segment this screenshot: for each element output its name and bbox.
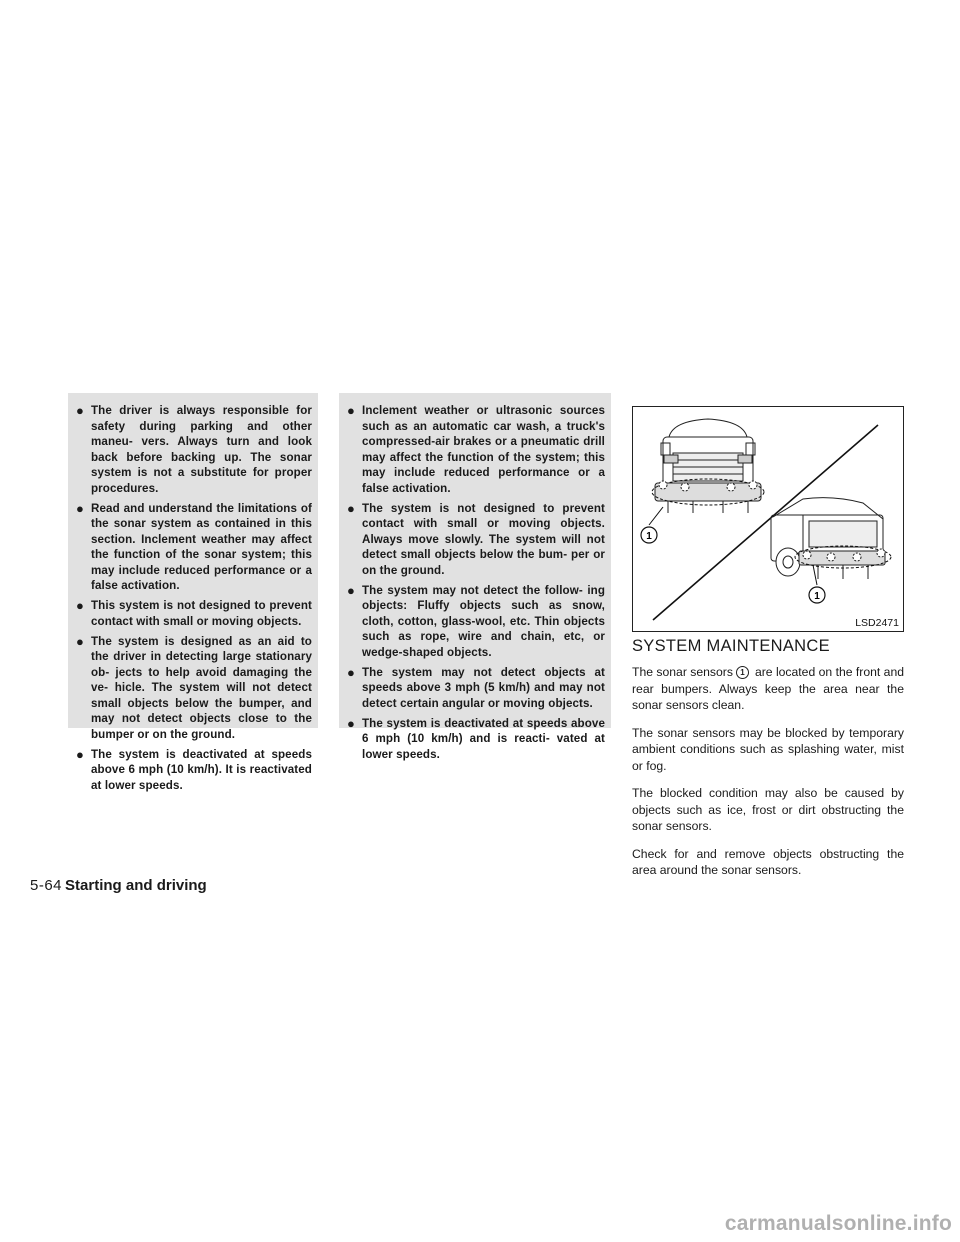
- sensor-icon: [659, 481, 667, 489]
- bullet-icon: ●: [76, 403, 84, 418]
- sensor-icon: [681, 483, 689, 491]
- sensor-icon: [827, 553, 835, 561]
- list-item: ● The system is deactivated at speeds above 6 mph (10 km/h). It is reactivated at lower speeds.: [76, 746, 312, 792]
- sensor-icon: [853, 553, 861, 561]
- list-item: ● The system may not detect the follow- ing objects: Fluffy objects such as snow, cloth, cotton, glass-wool, etc. Thin objects such as rope, wire and chain, etc, or wedge-shaped objects.: [347, 582, 605, 659]
- bullet-icon: ●: [347, 715, 355, 731]
- list-item: ● This system is not designed to prevent contact with small or moving objects.: [76, 598, 312, 628]
- list-item: ● The system may not detect objects at speeds above 3 mph (5 km/h) and may not detect certain angular or moving objects.: [347, 664, 605, 710]
- warning-panel-left: [68, 393, 318, 792]
- list-item: ● The system is not designed to prevent contact with small or moving objects. Always move slowly. The system will not detect small objects below the bum- per or on the ground.: [347, 500, 605, 577]
- list-item: ● Read and understand the limitations of the sonar system as contained in this section. Inclement weather may affect the function of the sonar system; this may include reduced performance or a false activation.: [76, 500, 312, 592]
- warning-list-left: [68, 393, 318, 793]
- paragraph: The sonar sensors 1 are located on the front and rear bumpers. Always keep the area near the sonar sensors clean.: [632, 665, 905, 712]
- bullet-icon: ●: [76, 598, 84, 613]
- warning-panel-middle: [339, 393, 611, 761]
- page-number: 5-64: [30, 877, 63, 894]
- sonar-sensor-figure: [632, 406, 904, 632]
- callout-circle-icon: 1: [736, 666, 749, 679]
- list-item: ● The system is designed as an aid to the driver in detecting large stationary ob- jects to help avoid damaging the ve- hicle. The system will not detect small objects below the bumper, and may not detect objects close to the bumper or on the ground.: [76, 633, 312, 741]
- bullet-icon: ●: [347, 403, 355, 418]
- paragraph: The blocked condition may also be caused by objects such as ice, frost or dirt obstructing the sonar sensors.: [632, 786, 904, 833]
- list-item: ● The system is deactivated at speeds above 6 mph (10 km/h) and is reacti- vated at lower speeds.: [347, 715, 605, 761]
- rear-truck-drawing: [771, 498, 891, 579]
- callout-front-label: 1: [646, 531, 652, 542]
- sensor-icon: [877, 549, 885, 557]
- chapter-title: Starting and driving: [65, 877, 207, 894]
- sensor-icon: [749, 481, 757, 489]
- bullet-icon: ●: [347, 500, 355, 516]
- bullet-icon: ●: [347, 582, 355, 598]
- section-title: SYSTEM MAINTENANCE: [632, 637, 830, 655]
- section-body: [632, 664, 904, 890]
- truck-illustration: [633, 407, 902, 630]
- sensor-icon: [727, 483, 735, 491]
- paragraph: Check for and remove objects obstructing the area around the sonar sensors.: [632, 846, 904, 877]
- list-item: ● Inclement weather or ultrasonic sources such as an automatic car wash, a truck's compressed-air brakes or a pneumatic drill may affect the function of the system; this may include reduced performance or a false activation.: [347, 403, 605, 495]
- sensor-icon: [803, 551, 811, 559]
- callout-leader: [813, 565, 817, 585]
- figure-code: LSD2471: [855, 617, 899, 629]
- watermark-logo: carmanualsonline.info: [724, 1212, 952, 1235]
- list-item: ● The driver is always responsible for safety during parking and other maneu- vers. Always turn and look back before backing up. The sonar system is not a substitute for proper procedures.: [76, 403, 312, 495]
- front-truck-drawing: [652, 419, 764, 513]
- bullet-icon: ●: [76, 500, 84, 516]
- callout-leader: [649, 507, 663, 525]
- bullet-icon: ●: [76, 633, 84, 649]
- bullet-icon: ●: [76, 746, 84, 762]
- callout-rear-label: 1: [814, 591, 820, 602]
- page-footer: [30, 877, 207, 894]
- paragraph: The sonar sensors may be blocked by temporary ambient conditions such as splashing water, mist or fog.: [632, 725, 904, 773]
- warning-list-middle: [339, 393, 611, 762]
- bullet-icon: ●: [347, 664, 355, 680]
